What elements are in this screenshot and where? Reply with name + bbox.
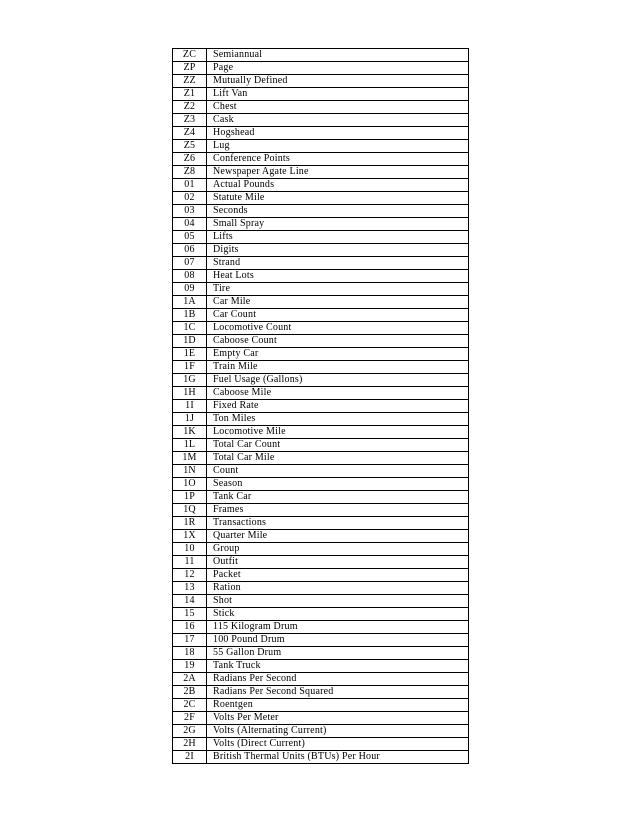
table-row	[173, 595, 469, 608]
unit-code-cell: 17	[173, 634, 207, 647]
unit-code-cell: 19	[173, 660, 207, 673]
unit-description-cell: Tank Truck	[207, 660, 469, 673]
unit-code-cell: 1N	[173, 465, 207, 478]
unit-code-cell: 1M	[173, 452, 207, 465]
unit-code-cell: 02	[173, 192, 207, 205]
unit-description-cell: Digits	[207, 244, 469, 257]
unit-description-cell: 100 Pound Drum	[207, 634, 469, 647]
unit-code-cell: ZP	[173, 62, 207, 75]
unit-description-cell: Fuel Usage (Gallons)	[207, 374, 469, 387]
table-row	[173, 257, 469, 270]
unit-code-cell: 13	[173, 582, 207, 595]
table-row	[173, 491, 469, 504]
unit-code-cell: 1L	[173, 439, 207, 452]
table-row	[173, 712, 469, 725]
unit-code-cell: Z5	[173, 140, 207, 153]
unit-description-cell: Actual Pounds	[207, 179, 469, 192]
table-row	[173, 413, 469, 426]
unit-code-cell: 1O	[173, 478, 207, 491]
table-row	[173, 153, 469, 166]
table-row	[173, 231, 469, 244]
unit-code-cell: 1C	[173, 322, 207, 335]
table-row	[173, 140, 469, 153]
unit-description-cell: Cask	[207, 114, 469, 127]
table-row	[173, 283, 469, 296]
unit-description-cell: Ton Miles	[207, 413, 469, 426]
unit-code-cell: 1R	[173, 517, 207, 530]
unit-description-cell: Lift Van	[207, 88, 469, 101]
table-row	[173, 686, 469, 699]
unit-code-cell: 1X	[173, 530, 207, 543]
unit-description-cell: Shot	[207, 595, 469, 608]
unit-description-cell: Roentgen	[207, 699, 469, 712]
unit-description-cell: Radians Per Second	[207, 673, 469, 686]
table-row	[173, 270, 469, 283]
unit-code-cell: 1G	[173, 374, 207, 387]
unit-description-cell: Newspaper Agate Line	[207, 166, 469, 179]
table-row	[173, 465, 469, 478]
table-row	[173, 387, 469, 400]
table-row	[173, 127, 469, 140]
unit-description-cell: Locomotive Count	[207, 322, 469, 335]
unit-description-cell: Empty Car	[207, 348, 469, 361]
unit-code-table	[172, 48, 469, 764]
unit-description-cell: Heat Lots	[207, 270, 469, 283]
unit-code-cell: Z2	[173, 101, 207, 114]
table-row	[173, 335, 469, 348]
unit-code-cell: 11	[173, 556, 207, 569]
unit-code-cell: 1I	[173, 400, 207, 413]
table-row	[173, 452, 469, 465]
table-row	[173, 660, 469, 673]
unit-description-cell: 55 Gallon Drum	[207, 647, 469, 660]
unit-code-cell: 10	[173, 543, 207, 556]
unit-code-cell: 05	[173, 231, 207, 244]
unit-code-cell: Z8	[173, 166, 207, 179]
unit-code-table-body	[173, 49, 469, 764]
unit-code-cell: 1B	[173, 309, 207, 322]
table-row	[173, 296, 469, 309]
unit-description-cell: Volts Per Meter	[207, 712, 469, 725]
unit-description-cell: Count	[207, 465, 469, 478]
table-row	[173, 322, 469, 335]
table-row	[173, 166, 469, 179]
table-row	[173, 634, 469, 647]
unit-description-cell: Conference Points	[207, 153, 469, 166]
table-row	[173, 361, 469, 374]
table-row	[173, 205, 469, 218]
unit-description-cell: Page	[207, 62, 469, 75]
unit-code-cell: 1J	[173, 413, 207, 426]
unit-code-cell: 03	[173, 205, 207, 218]
unit-description-cell: Quarter Mile	[207, 530, 469, 543]
unit-description-cell: Mutually Defined	[207, 75, 469, 88]
table-row	[173, 426, 469, 439]
unit-code-cell: 2F	[173, 712, 207, 725]
table-row	[173, 49, 469, 62]
unit-code-cell: 2B	[173, 686, 207, 699]
unit-description-cell: Lifts	[207, 231, 469, 244]
table-row	[173, 179, 469, 192]
unit-code-cell: 12	[173, 569, 207, 582]
table-row	[173, 673, 469, 686]
table-row	[173, 725, 469, 738]
unit-description-cell: Seconds	[207, 205, 469, 218]
unit-description-cell: Locomotive Mile	[207, 426, 469, 439]
unit-code-cell: Z4	[173, 127, 207, 140]
table-row	[173, 114, 469, 127]
table-row	[173, 75, 469, 88]
unit-description-cell: Small Spray	[207, 218, 469, 231]
unit-description-cell: Outfit	[207, 556, 469, 569]
unit-description-cell: Caboose Count	[207, 335, 469, 348]
unit-description-cell: Semiannual	[207, 49, 469, 62]
unit-code-cell: ZZ	[173, 75, 207, 88]
unit-description-cell: 115 Kilogram Drum	[207, 621, 469, 634]
unit-description-cell: Total Car Count	[207, 439, 469, 452]
table-row	[173, 374, 469, 387]
unit-code-cell: 2C	[173, 699, 207, 712]
unit-description-cell: Lug	[207, 140, 469, 153]
table-row	[173, 218, 469, 231]
table-row	[173, 751, 469, 764]
unit-code-cell: 2H	[173, 738, 207, 751]
unit-description-cell: Packet	[207, 569, 469, 582]
table-row	[173, 530, 469, 543]
unit-description-cell: Stick	[207, 608, 469, 621]
table-row	[173, 439, 469, 452]
table-row	[173, 699, 469, 712]
unit-description-cell: Volts (Alternating Current)	[207, 725, 469, 738]
unit-description-cell: Transactions	[207, 517, 469, 530]
table-row	[173, 543, 469, 556]
table-row	[173, 478, 469, 491]
table-row	[173, 88, 469, 101]
unit-code-cell: 06	[173, 244, 207, 257]
unit-description-cell: Frames	[207, 504, 469, 517]
unit-code-cell: 1P	[173, 491, 207, 504]
table-row	[173, 244, 469, 257]
table-row	[173, 400, 469, 413]
table-row	[173, 738, 469, 751]
table-row	[173, 582, 469, 595]
unit-code-cell: 09	[173, 283, 207, 296]
unit-code-cell: Z6	[173, 153, 207, 166]
unit-description-cell: Strand	[207, 257, 469, 270]
table-row	[173, 348, 469, 361]
table-row	[173, 309, 469, 322]
unit-code-cell: 2I	[173, 751, 207, 764]
unit-description-cell: British Thermal Units (BTUs) Per Hour	[207, 751, 469, 764]
unit-code-cell: 1E	[173, 348, 207, 361]
unit-code-cell: 1D	[173, 335, 207, 348]
unit-description-cell: Train Mile	[207, 361, 469, 374]
unit-code-cell: 01	[173, 179, 207, 192]
unit-description-cell: Car Mile	[207, 296, 469, 309]
unit-description-cell: Hogshead	[207, 127, 469, 140]
unit-description-cell: Season	[207, 478, 469, 491]
unit-description-cell: Radians Per Second Squared	[207, 686, 469, 699]
unit-description-cell: Volts (Direct Current)	[207, 738, 469, 751]
unit-description-cell: Car Count	[207, 309, 469, 322]
unit-description-cell: Group	[207, 543, 469, 556]
table-row	[173, 569, 469, 582]
unit-code-cell: Z3	[173, 114, 207, 127]
table-row	[173, 621, 469, 634]
unit-code-cell: Z1	[173, 88, 207, 101]
unit-description-cell: Statute Mile	[207, 192, 469, 205]
unit-description-cell: Tank Car	[207, 491, 469, 504]
unit-code-cell: 1K	[173, 426, 207, 439]
unit-code-cell: 1A	[173, 296, 207, 309]
unit-code-cell: 04	[173, 218, 207, 231]
table-row	[173, 504, 469, 517]
unit-code-cell: 1H	[173, 387, 207, 400]
unit-code-cell: 2G	[173, 725, 207, 738]
table-row	[173, 101, 469, 114]
unit-code-cell: ZC	[173, 49, 207, 62]
table-row	[173, 608, 469, 621]
unit-description-cell: Caboose Mile	[207, 387, 469, 400]
unit-code-cell: 1F	[173, 361, 207, 374]
unit-code-cell: 1Q	[173, 504, 207, 517]
table-row	[173, 517, 469, 530]
unit-code-cell: 14	[173, 595, 207, 608]
table-row	[173, 647, 469, 660]
table-row	[173, 556, 469, 569]
unit-description-cell: Fixed Rate	[207, 400, 469, 413]
unit-code-cell: 2A	[173, 673, 207, 686]
unit-description-cell: Total Car Mile	[207, 452, 469, 465]
unit-code-cell: 15	[173, 608, 207, 621]
table-row	[173, 192, 469, 205]
unit-code-cell: 16	[173, 621, 207, 634]
unit-code-cell: 18	[173, 647, 207, 660]
unit-code-cell: 07	[173, 257, 207, 270]
unit-code-cell: 08	[173, 270, 207, 283]
unit-description-cell: Chest	[207, 101, 469, 114]
table-row	[173, 62, 469, 75]
unit-description-cell: Tire	[207, 283, 469, 296]
unit-description-cell: Ration	[207, 582, 469, 595]
